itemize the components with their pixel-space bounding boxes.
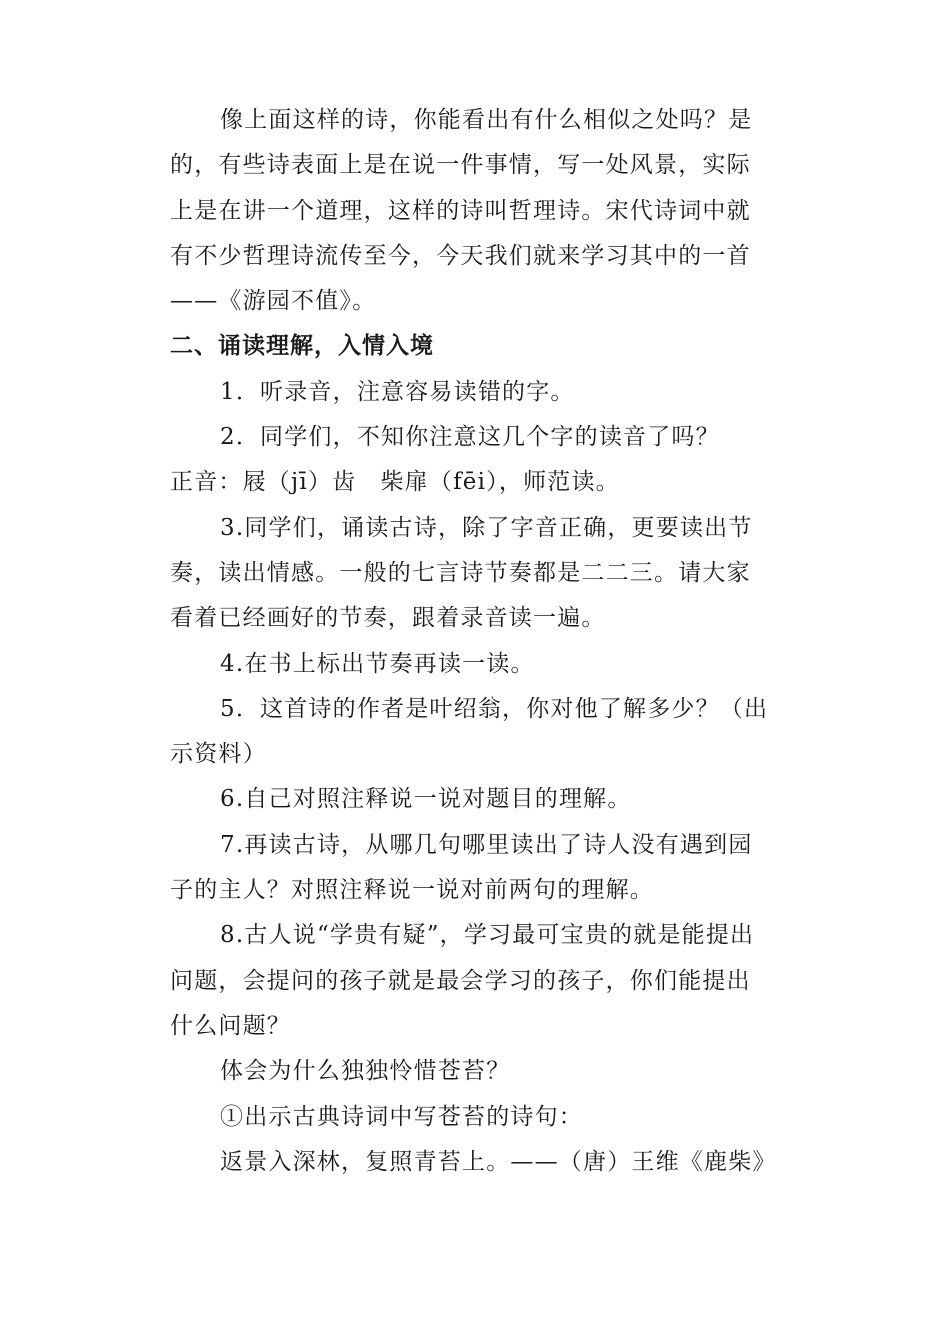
step-5-line-2: 示资料） xyxy=(170,741,267,768)
sub-point-1: ①出示古典诗词中写苍苔的诗句： xyxy=(220,1103,583,1130)
step-5-line-1: 5．这首诗的作者是叶绍翁，你对他了解多少？（出 xyxy=(220,695,769,722)
intro-line-3: 上是在讲一个道理，这样的诗叫哲理诗。宋代诗词中就 xyxy=(170,197,751,224)
intro-line-4: 有不少哲理诗流传至今，今天我们就来学习其中的一首 xyxy=(170,242,751,269)
step-2: 2．同学们，不知你注意这几个字的读音了吗？ xyxy=(220,424,720,451)
step-3-line-3: 看着已经画好的节奏，跟着录音读一遍。 xyxy=(170,605,606,632)
intro-line-1: 像上面这样的诗，你能看出有什么相似之处吗？是 xyxy=(220,107,753,133)
intro-line-2: 的，有些诗表面上是在说一件事情，写一处风景，实际 xyxy=(170,152,751,179)
step-8-line-1: 8.古人说“学贵有疑”，学习最可宝贵的就是能提出 xyxy=(220,922,755,949)
section-heading: 二、诵读理解，入情入境 xyxy=(170,333,434,360)
step-4: 4.在书上标出节奏再读一读。 xyxy=(220,650,535,677)
intro-line-5: ——《游园不值》。 xyxy=(170,288,377,315)
step-8-line-2: 问题，会提问的孩子就是最会学习的孩子，你们能提出 xyxy=(170,967,751,994)
topic-question: 体会为什么独独怜惜苍苔？ xyxy=(220,1058,511,1085)
step-6: 6.自己对照注释说一说对题目的理解。 xyxy=(220,786,632,813)
step-1: 1．听录音，注意容易读错的字。 xyxy=(220,378,575,405)
step-3-line-1: 3.同学们，诵读古诗，除了字音正确，更要读出节 xyxy=(220,514,753,541)
step-2-pronunciation: 正音：屐（jī）齿 柴扉（fēi），师范读。 xyxy=(170,469,620,496)
document-page xyxy=(170,98,795,1185)
step-7-line-2: 子的主人？对照注释说一说对前两句的理解。 xyxy=(170,877,654,904)
poem-quote: 返景入深林，复照青苔上。——（唐）王维《鹿柴》 xyxy=(220,1148,777,1175)
step-7-line-1: 7.再读古诗，从哪几句哪里读出了诗人没有遇到园 xyxy=(220,831,753,858)
step-8-line-3: 什么问题？ xyxy=(170,1012,291,1039)
step-3-line-2: 奏，读出情感。一般的七言诗节奏都是二二三。请大家 xyxy=(170,559,751,586)
